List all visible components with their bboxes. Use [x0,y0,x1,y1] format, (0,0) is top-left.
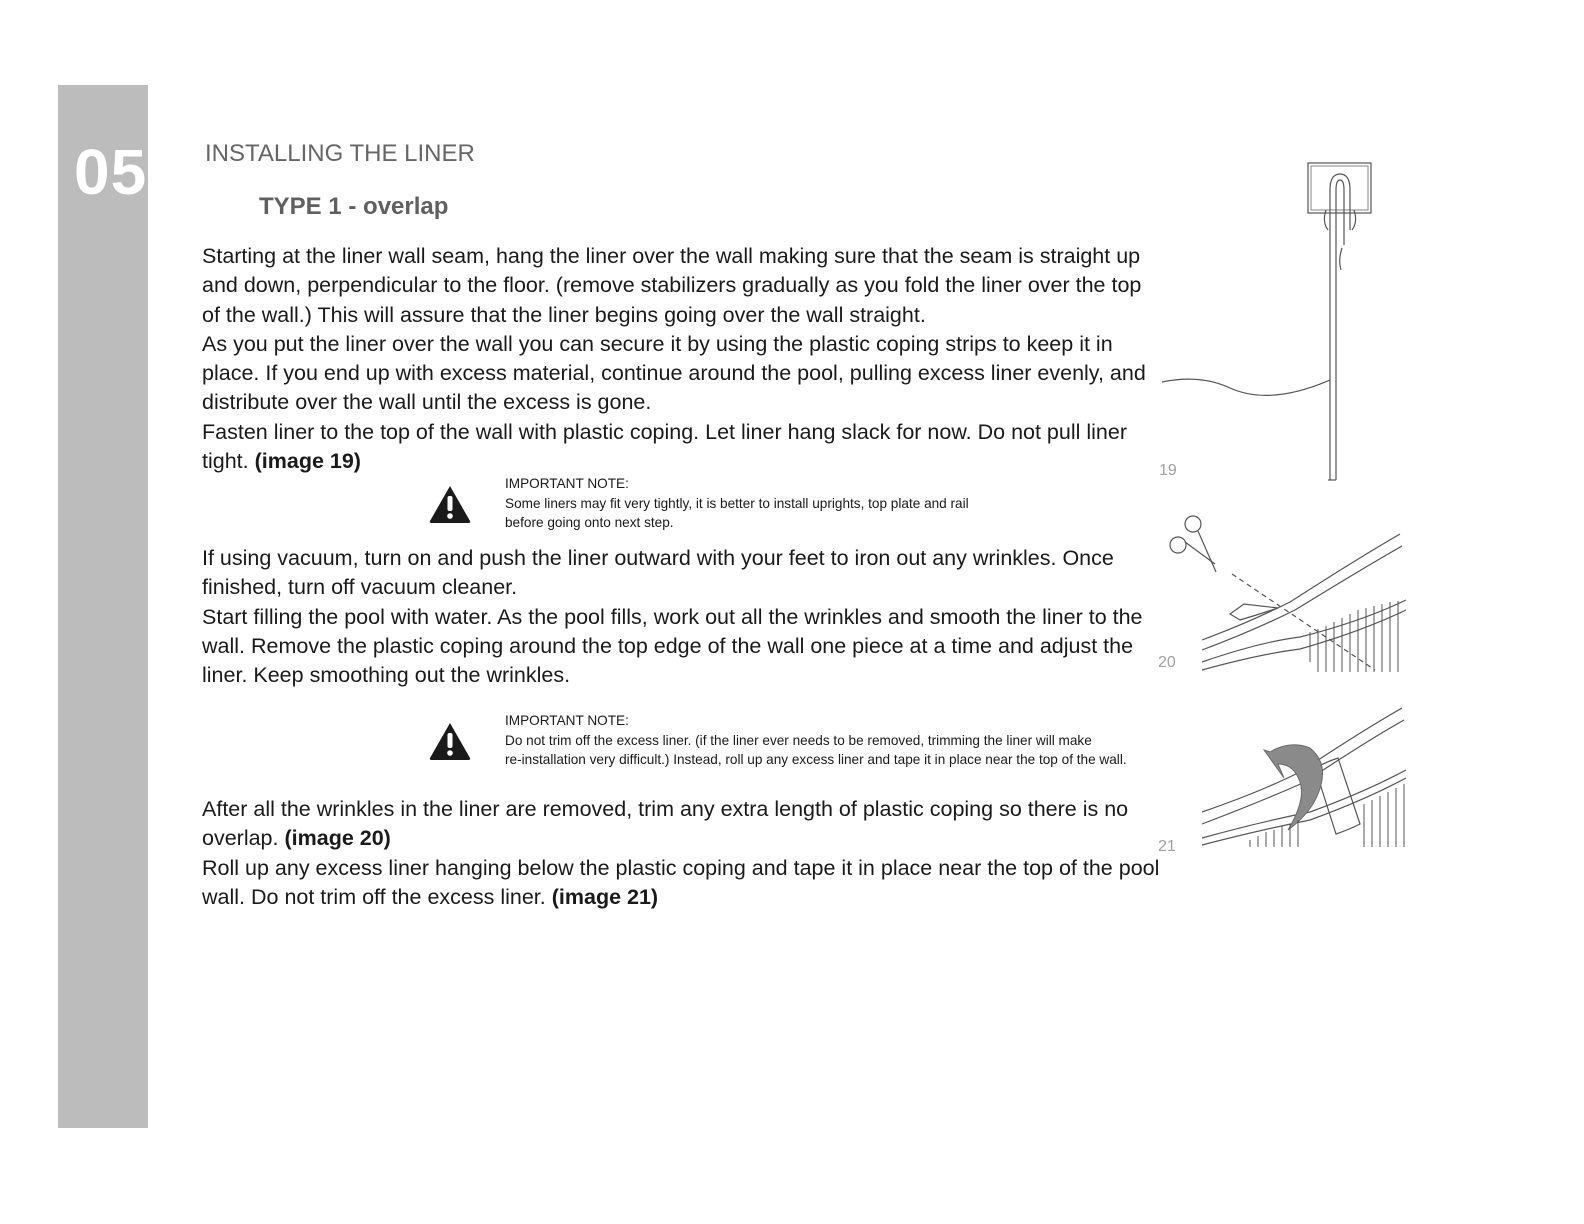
coping-profile-icon [1160,160,1390,490]
note-heading: IMPORTANT NOTE: [505,713,629,728]
paragraph-text: If using vacuum, turn on and push the liner outward with your feet to iron out any wrinkles. Once finished, turn off vacuum cleaner. [202,546,1114,600]
figure-number-19: 19 [1159,462,1177,479]
warning-triangle-icon [428,484,472,524]
important-note-1 [505,474,969,533]
paragraph-text [202,418,1162,477]
paragraph-text [202,854,1162,913]
section-title: INSTALLING THE LINER [205,140,475,167]
instruction-paragraph-1 [202,242,1162,476]
paragraph-text: Starting at the liner wall seam, hang the liner over the wall making sure that the seam is straight up and down, perpendicular to the floor. (remove stabilizers gradually as you fold the liner over the top of the wall.) This will assure that the liner begins going over the wall straight. [202,244,1142,327]
paragraph-text: Fasten liner to the top of the wall with plastic coping. Let liner hang slack for now. Do not pull liner tight. [202,419,1128,474]
paragraph-text [202,795,1162,854]
paragraph-text: After all the wrinkles in the liner are removed, trim any extra length of plastic coping so there is no overlap. [202,797,1129,851]
important-note-2 [505,711,1127,770]
figure-number-20: 20 [1158,654,1176,671]
note-heading: IMPORTANT NOTE: [505,476,629,491]
section-subtitle: TYPE 1 - overlap [259,193,449,220]
note-text: before going onto next step. [505,515,674,530]
paragraph-text: As you put the liner over the wall you can secure it by using the plastic coping strips to keep it in place. If you end up with excess material, continue around the pool, pulling excess liner evenly, and distribute over the wall until the excess is gone. [202,331,1146,415]
note-text: Some liners may fit very tightly, it is better to install uprights, top plate and rail [505,495,969,511]
image-reference: (image 20) [284,826,391,851]
paragraph-text: Roll up any excess liner hanging below the plastic coping and tape it in place near the top of the pool wall. Do not trim off the excess liner. [202,855,1160,909]
rolled-liner-icon [1160,702,1410,857]
chapter-sidebar [58,85,148,1128]
scissors-icon [1160,512,1410,682]
note-text: re-installation very difficult.) Instead, roll up any excess liner and tape it in place near the top of the wall. [505,752,1127,767]
note-text: Do not trim off the excess liner. (if the liner ever needs to be removed, trimming the liner will make [505,732,1092,748]
instruction-paragraph-2 [202,544,1162,690]
warning-triangle-icon [428,721,472,761]
chapter-number: 05 [74,136,148,208]
image-reference: (image 19) [254,449,361,474]
instruction-paragraph-3 [202,795,1162,912]
figure-number-21: 21 [1158,838,1176,855]
image-reference: (image 21) [551,884,659,909]
paragraph-text: Start filling the pool with water. As the pool fills, work out all the wrinkles and smooth the liner to the wall. Remove the plastic coping around the top edge of the wall one piece at a time and adjust the liner. Keep smoothing out the wrinkles. [202,604,1143,688]
